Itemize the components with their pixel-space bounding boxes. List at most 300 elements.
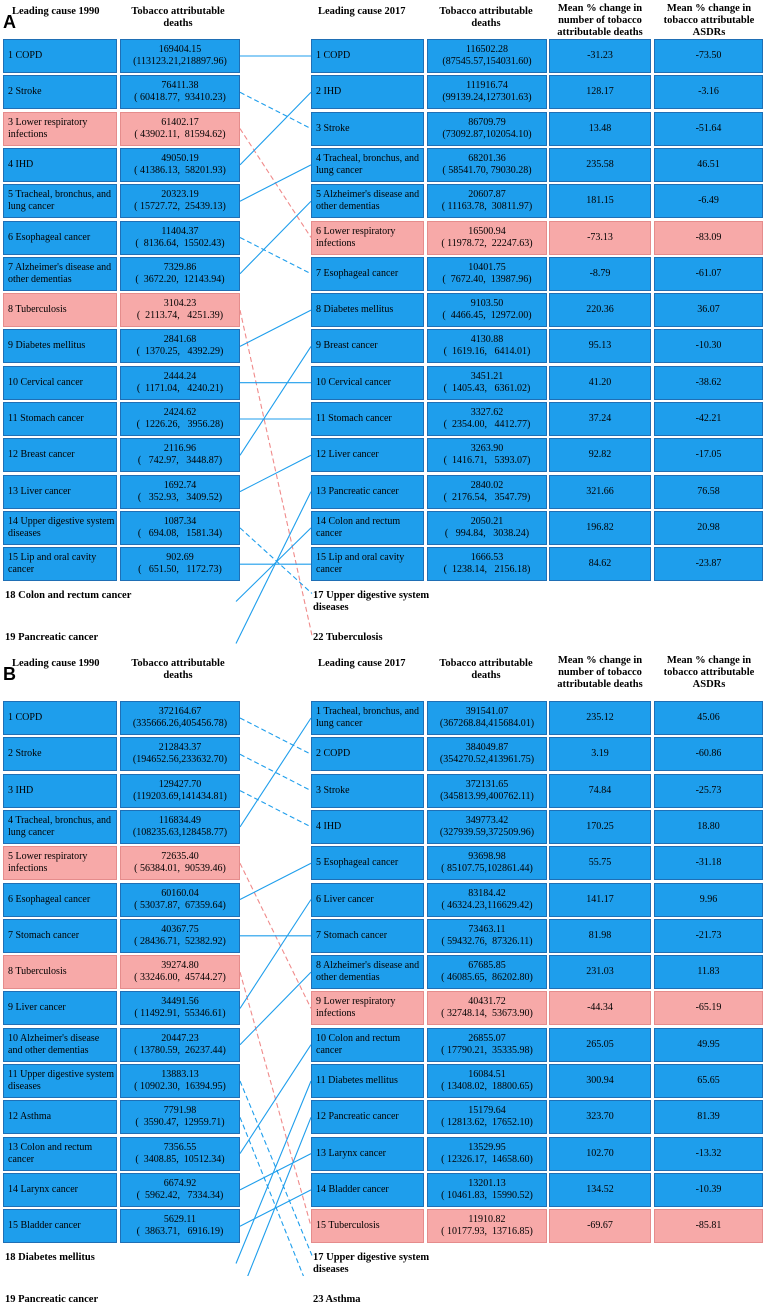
cause-1990-cell: 14 Upper digestive system diseases <box>3 511 117 545</box>
deaths-interval: ( 41386.13, 58201.93) <box>134 164 226 176</box>
deaths-value: 34491.56 <box>161 996 199 1008</box>
cause-1990-cell: 3 Lower respiratory infections <box>3 112 117 146</box>
deaths-interval: ( 32748.14, 53673.90) <box>441 1008 533 1020</box>
deaths-2017-cell <box>427 257 547 291</box>
header-tad-2017: Tobacco attributable deaths <box>439 658 533 681</box>
rank-connector <box>240 972 311 1045</box>
deaths-2017-cell <box>427 1064 547 1098</box>
rank-connector <box>240 528 312 594</box>
header-tad-1990: Tobacco attributable deaths <box>131 6 225 29</box>
cause-1990-outside-top15: 18 Diabetes mellitus <box>5 1251 95 1263</box>
deaths-interval: ( 17790.21, 35335.98) <box>441 1044 533 1056</box>
deaths-value: 83184.42 <box>468 887 506 899</box>
rank-connector <box>240 92 311 128</box>
cause-2017-cell: 5 Esophageal cancer <box>311 846 424 880</box>
deaths-2017-cell <box>427 184 547 218</box>
deaths-2017-cell <box>427 846 547 880</box>
cause-2017-cell: 14 Colon and rectum cancer <box>311 511 424 545</box>
change-asdr-cell: -23.87 <box>654 547 763 581</box>
rank-connector <box>240 165 311 201</box>
cause-1990-cell: 10 Cervical cancer <box>3 366 117 400</box>
deaths-interval: ( 742.97, 3448.87) <box>137 455 223 467</box>
rank-connector <box>240 754 311 790</box>
deaths-interval: ( 10177.93, 13716.85) <box>441 1226 533 1238</box>
deaths-2017-cell <box>427 1028 547 1062</box>
deaths-1990-cell <box>120 112 240 146</box>
change-asdr-cell: 9.96 <box>654 883 763 917</box>
cause-1990-cell: 5 Tracheal, bronchus, and lung cancer <box>3 184 117 218</box>
cause-2017-outside-top15: 22 Tuberculosis <box>313 631 383 643</box>
deaths-interval: ( 1226.26, 3956.28) <box>136 419 224 430</box>
cause-2017-cell: 10 Colon and rectum cancer <box>311 1028 424 1062</box>
change-asdr-cell: -83.09 <box>654 221 763 255</box>
cause-1990-cell: 10 Alzheimer's disease and other dementias <box>3 1028 117 1062</box>
deaths-interval: (354270.52,413961.75) <box>439 754 535 766</box>
deaths-value: 902.69 <box>166 552 194 564</box>
rank-connector <box>240 92 311 165</box>
cause-1990-cell: 2 Stroke <box>3 75 117 109</box>
change-deaths-cell: 235.58 <box>549 148 651 182</box>
change-asdr-cell: -65.19 <box>654 991 763 1025</box>
deaths-1990-cell <box>120 701 240 735</box>
change-deaths-cell: 41.20 <box>549 366 651 400</box>
change-asdr-cell: 45.06 <box>654 701 763 735</box>
deaths-value: 3327.62 <box>470 407 504 418</box>
deaths-value: 26855.07 <box>468 1032 506 1044</box>
deaths-interval: ( 1416.71, 5393.07) <box>443 455 531 467</box>
deaths-1990-cell <box>120 774 240 808</box>
cause-1990-cell: 7 Stomach cancer <box>3 919 117 953</box>
change-asdr-cell: -73.50 <box>654 39 763 73</box>
cause-1990-cell: 9 Diabetes mellitus <box>3 329 117 363</box>
deaths-value: 7791.98 <box>163 1105 197 1117</box>
rank-connector <box>240 201 311 274</box>
deaths-interval: ( 994.84, 3038.24) <box>444 527 530 539</box>
cause-1990-cell: 7 Alzheimer's disease and other dementias <box>3 257 117 291</box>
deaths-interval: ( 1405.43, 6361.02) <box>443 382 531 394</box>
deaths-value: 10401.75 <box>468 261 506 273</box>
change-asdr-cell: 46.51 <box>654 148 763 182</box>
deaths-2017-cell <box>427 148 547 182</box>
deaths-interval: ( 46085.65, 86202.80) <box>441 972 533 984</box>
cause-2017-cell: 5 Alzheimer's disease and other dementias <box>311 184 424 218</box>
deaths-1990-cell <box>120 475 240 509</box>
deaths-interval: (367268.84,415684.01) <box>439 718 535 729</box>
change-deaths-cell: -44.34 <box>549 991 651 1025</box>
change-deaths-cell: 231.03 <box>549 955 651 989</box>
deaths-value: 372164.67 <box>158 706 202 717</box>
deaths-interval: (335666.26,405456.78) <box>132 718 228 729</box>
change-deaths-cell: 265.05 <box>549 1028 651 1062</box>
deaths-2017-cell <box>427 438 547 472</box>
deaths-interval: ( 28436.71, 52382.92) <box>134 935 226 947</box>
change-deaths-cell: 128.17 <box>549 75 651 109</box>
cause-1990-outside-top15: 18 Colon and rectum cancer <box>5 589 132 601</box>
panel-label: B <box>3 664 16 684</box>
cause-2017-cell: 4 IHD <box>311 810 424 844</box>
deaths-interval: ( 7672.40, 13987.96) <box>442 273 532 285</box>
deaths-interval: (87545.57,154031.60) <box>442 56 532 67</box>
deaths-value: 2444.24 <box>163 370 197 382</box>
cause-2017-cell: 9 Breast cancer <box>311 329 424 363</box>
cause-2017-cell: 11 Stomach cancer <box>311 402 424 436</box>
deaths-interval: ( 352.93, 3409.52) <box>137 491 223 503</box>
deaths-1990-cell <box>120 1209 240 1243</box>
deaths-1990-cell <box>120 75 240 109</box>
change-deaths-cell: 37.24 <box>549 402 651 436</box>
change-asdr-cell: -13.32 <box>654 1137 763 1171</box>
deaths-2017-cell <box>427 366 547 400</box>
change-asdr-cell: 76.58 <box>654 475 763 509</box>
change-asdr-cell: 49.95 <box>654 1028 763 1062</box>
rank-connector <box>240 346 311 455</box>
header-mean-change-deaths: Mean % change in number of tobacco attributable deaths <box>557 655 643 690</box>
deaths-2017-cell <box>427 1100 547 1134</box>
deaths-interval: ( 56384.01, 90539.46) <box>134 863 226 875</box>
change-deaths-cell: 95.13 <box>549 329 651 363</box>
change-deaths-cell: 181.15 <box>549 184 651 218</box>
deaths-1990-cell <box>120 221 240 255</box>
cause-2017-cell: 15 Tuberculosis <box>311 1209 424 1243</box>
cause-2017-cell: 7 Stomach cancer <box>311 919 424 953</box>
cause-1990-cell: 4 Tracheal, bronchus, and lung cancer <box>3 810 117 844</box>
deaths-value: 212843.37 <box>158 742 202 754</box>
deaths-value: 7356.55 <box>163 1141 197 1153</box>
deaths-interval: ( 10461.83, 15990.52) <box>441 1189 533 1201</box>
change-asdr-cell: -31.18 <box>654 846 763 880</box>
change-deaths-cell: 220.36 <box>549 293 651 327</box>
cause-2017-cell: 8 Alzheimer's disease and other dementias <box>311 955 424 989</box>
rank-connector <box>236 492 311 644</box>
change-deaths-cell: 92.82 <box>549 438 651 472</box>
deaths-value: 7329.86 <box>163 261 197 273</box>
cause-2017-cell: 6 Liver cancer <box>311 883 424 917</box>
cause-1990-cell: 11 Upper digestive system diseases <box>3 1064 117 1098</box>
change-deaths-cell: -73.13 <box>549 221 651 255</box>
cause-2017-outside-top15: 17 Upper digestive system diseases <box>313 589 430 613</box>
cause-2017-cell: 7 Esophageal cancer <box>311 257 424 291</box>
change-asdr-cell: -42.21 <box>654 402 763 436</box>
change-asdr-cell: -10.39 <box>654 1173 763 1207</box>
deaths-interval: ( 10902.30, 16394.95) <box>134 1081 226 1092</box>
deaths-1990-cell <box>120 883 240 917</box>
deaths-interval: (327939.59,372509.96) <box>439 826 535 838</box>
change-deaths-cell: 196.82 <box>549 511 651 545</box>
deaths-interval: ( 1238.14, 2156.18) <box>443 564 531 576</box>
rank-connector <box>240 718 311 827</box>
deaths-value: 60160.04 <box>161 887 199 899</box>
change-deaths-cell: 134.52 <box>549 1173 651 1207</box>
deaths-value: 2050.21 <box>470 515 504 527</box>
deaths-1990-cell <box>120 810 240 844</box>
deaths-value: 391541.07 <box>465 706 509 717</box>
deaths-1990-cell <box>120 1100 240 1134</box>
change-asdr-cell: 18.80 <box>654 810 763 844</box>
deaths-interval: (108235.63,128458.77) <box>132 826 228 838</box>
change-asdr-cell: 20.98 <box>654 511 763 545</box>
cause-2017-outside-top15: 23 Asthma <box>313 1293 361 1305</box>
cause-2017-cell: 15 Lip and oral cavity cancer <box>311 547 424 581</box>
deaths-interval: ( 15727.72, 25439.13) <box>134 201 226 213</box>
cause-1990-cell: 3 IHD <box>3 774 117 808</box>
deaths-2017-cell <box>427 955 547 989</box>
rank-connector <box>240 1154 311 1190</box>
deaths-value: 72635.40 <box>161 851 199 863</box>
cause-1990-cell: 8 Tuberculosis <box>3 955 117 989</box>
change-deaths-cell: 102.70 <box>549 1137 651 1171</box>
deaths-value: 9103.50 <box>470 298 504 310</box>
change-asdr-cell: 36.07 <box>654 293 763 327</box>
change-asdr-cell: -61.07 <box>654 257 763 291</box>
header-leading-1990: Leading cause 1990 <box>12 6 100 17</box>
deaths-value: 40367.75 <box>161 923 199 935</box>
deaths-interval: ( 5962.42, 7334.34) <box>136 1189 224 1201</box>
deaths-2017-cell <box>427 329 547 363</box>
deaths-value: 20607.87 <box>468 189 506 201</box>
change-deaths-cell: -8.79 <box>549 257 651 291</box>
change-asdr-cell: -21.73 <box>654 919 763 953</box>
cause-2017-cell: 2 COPD <box>311 737 424 771</box>
change-asdr-cell: -3.16 <box>654 75 763 109</box>
cause-1990-cell: 11 Stomach cancer <box>3 402 117 436</box>
change-asdr-cell: -51.64 <box>654 112 763 146</box>
deaths-interval: (194652.56,233632.70) <box>132 754 228 766</box>
deaths-value: 6674.92 <box>163 1177 197 1189</box>
deaths-2017-cell <box>427 221 547 255</box>
deaths-interval: ( 33246.00, 45744.27) <box>134 972 226 984</box>
deaths-interval: (99139.24,127301.63) <box>442 92 532 104</box>
deaths-interval: ( 1171.04, 4240.21) <box>136 382 224 394</box>
change-deaths-cell: 84.62 <box>549 547 651 581</box>
deaths-value: 116502.28 <box>465 44 509 55</box>
change-deaths-cell: -69.67 <box>549 1209 651 1243</box>
deaths-interval: ( 2176.54, 3547.79) <box>443 491 531 503</box>
rank-connector <box>240 791 311 827</box>
cause-1990-cell: 1 COPD <box>3 39 117 73</box>
deaths-2017-cell <box>427 701 547 735</box>
deaths-interval: ( 8136.64, 15502.43) <box>135 237 225 249</box>
deaths-value: 61402.17 <box>161 116 199 128</box>
deaths-interval: ( 12813.62, 17652.10) <box>441 1117 533 1129</box>
header-tad-1990: Tobacco attributable deaths <box>131 658 225 681</box>
deaths-interval: ( 3408.85, 10512.34) <box>135 1153 225 1165</box>
deaths-1990-cell <box>120 329 240 363</box>
deaths-value: 4130.88 <box>470 334 504 346</box>
deaths-value: 1666.53 <box>470 552 504 564</box>
rank-connector <box>240 1117 312 1276</box>
cause-1990-cell: 8 Tuberculosis <box>3 293 117 327</box>
change-asdr-cell: -10.30 <box>654 329 763 363</box>
deaths-2017-cell <box>427 402 547 436</box>
header-leading-2017: Leading cause 2017 <box>318 658 406 669</box>
deaths-value: 5629.11 <box>163 1214 197 1226</box>
deaths-value: 111916.74 <box>466 80 508 92</box>
deaths-value: 86709.79 <box>468 116 506 128</box>
deaths-interval: ( 53037.87, 67359.64) <box>134 899 226 911</box>
cause-2017-cell: 12 Pancreatic cancer <box>311 1100 424 1134</box>
cause-1990-cell: 13 Colon and rectum cancer <box>3 1137 117 1171</box>
deaths-1990-cell <box>120 1064 240 1098</box>
deaths-2017-cell <box>427 75 547 109</box>
deaths-2017-cell <box>427 475 547 509</box>
deaths-interval: ( 46324.23,116629.42) <box>441 899 533 911</box>
rank-connector <box>240 863 311 1008</box>
deaths-2017-cell <box>427 1137 547 1171</box>
cause-1990-cell: 5 Lower respiratory infections <box>3 846 117 880</box>
deaths-value: 39274.80 <box>161 960 199 972</box>
rank-connector <box>240 310 311 346</box>
deaths-value: 384049.87 <box>465 742 509 754</box>
deaths-1990-cell <box>120 39 240 73</box>
deaths-interval: ( 694.08, 1581.34) <box>137 527 223 539</box>
cause-1990-outside-top15: 19 Pancreatic cancer <box>5 1293 99 1305</box>
deaths-value: 13201.13 <box>468 1177 506 1189</box>
cause-1990-cell: 6 Esophageal cancer <box>3 221 117 255</box>
rank-connector <box>240 972 311 1226</box>
change-deaths-cell: 13.48 <box>549 112 651 146</box>
change-asdr-cell: -17.05 <box>654 438 763 472</box>
deaths-1990-cell <box>120 1028 240 1062</box>
deaths-interval: ( 60418.77, 93410.23) <box>134 92 226 104</box>
deaths-2017-cell <box>427 293 547 327</box>
cause-2017-cell: 11 Diabetes mellitus <box>311 1064 424 1098</box>
deaths-value: 67685.85 <box>468 960 506 972</box>
deaths-value: 2116.96 <box>163 443 197 455</box>
change-asdr-cell: -38.62 <box>654 366 763 400</box>
deaths-interval: ( 4466.45, 12972.00) <box>442 310 532 322</box>
deaths-interval: ( 12326.17, 14658.60) <box>441 1153 533 1165</box>
deaths-1990-cell <box>120 547 240 581</box>
deaths-interval: ( 3863.71, 6916.19) <box>136 1226 224 1238</box>
cause-1990-cell: 6 Esophageal cancer <box>3 883 117 917</box>
deaths-1990-cell <box>120 919 240 953</box>
deaths-1990-cell <box>120 257 240 291</box>
deaths-value: 372131.65 <box>465 778 509 790</box>
cause-2017-cell: 3 Stroke <box>311 774 424 808</box>
cause-2017-cell: 8 Diabetes mellitus <box>311 293 424 327</box>
change-deaths-cell: 141.17 <box>549 883 651 917</box>
header-mean-change-asdr: Mean % change in tobacco attributable ASDRs <box>663 655 755 690</box>
rank-connector <box>236 1117 311 1276</box>
deaths-value: 169404.15 <box>158 44 202 55</box>
change-deaths-cell: 321.66 <box>549 475 651 509</box>
deaths-value: 20447.23 <box>161 1032 199 1044</box>
deaths-value: 1692.74 <box>163 479 197 491</box>
deaths-value: 73463.11 <box>468 923 506 935</box>
deaths-interval: ( 1619.16, 6414.01) <box>443 346 531 358</box>
deaths-value: 1087.34 <box>163 515 197 527</box>
header-tad-2017: Tobacco attributable deaths <box>439 6 533 29</box>
deaths-value: 349773.42 <box>465 814 509 826</box>
cause-2017-cell: 13 Pancreatic cancer <box>311 475 424 509</box>
cause-1990-cell: 4 IHD <box>3 148 117 182</box>
deaths-value: 93698.98 <box>468 851 506 863</box>
change-asdr-cell: 81.39 <box>654 1100 763 1134</box>
deaths-value: 3104.23 <box>163 298 197 310</box>
deaths-2017-cell <box>427 737 547 771</box>
deaths-interval: ( 2354.00, 4412.77) <box>443 419 531 430</box>
deaths-1990-cell <box>120 737 240 771</box>
cause-2017-cell: 6 Lower respiratory infections <box>311 221 424 255</box>
cause-2017-cell: 13 Larynx cancer <box>311 1137 424 1171</box>
rank-connector <box>240 1045 311 1154</box>
rank-connector <box>240 900 311 1009</box>
deaths-interval: ( 13780.59, 26237.44) <box>134 1044 226 1056</box>
cause-2017-cell: 9 Lower respiratory infections <box>311 991 424 1025</box>
cause-1990-cell: 13 Liver cancer <box>3 475 117 509</box>
rank-connector <box>236 1081 311 1264</box>
change-deaths-cell: 3.19 <box>549 737 651 771</box>
deaths-1990-cell <box>120 1173 240 1207</box>
deaths-2017-cell <box>427 1209 547 1243</box>
deaths-interval: ( 85107.75,102861.44) <box>441 863 533 875</box>
change-deaths-cell: 300.94 <box>549 1064 651 1098</box>
cause-1990-cell: 1 COPD <box>3 701 117 735</box>
deaths-interval: (113123.21,218897.96) <box>133 56 227 67</box>
change-deaths-cell: 235.12 <box>549 701 651 735</box>
deaths-2017-cell <box>427 112 547 146</box>
change-asdr-cell: -6.49 <box>654 184 763 218</box>
cause-2017-outside-top15: 17 Upper digestive system diseases <box>313 1251 430 1275</box>
deaths-value: 20323.19 <box>161 189 199 201</box>
deaths-value: 2424.62 <box>163 407 197 418</box>
header-mean-change-asdr: Mean % change in tobacco attributable ASDRs <box>663 3 755 38</box>
deaths-value: 129427.70 <box>158 778 202 790</box>
deaths-value: 116834.49 <box>158 814 202 826</box>
change-deaths-cell: -31.23 <box>549 39 651 73</box>
deaths-2017-cell <box>427 39 547 73</box>
deaths-interval: ( 11163.78, 30811.97) <box>441 201 533 213</box>
deaths-interval: ( 1370.25, 4392.29) <box>136 346 224 358</box>
cause-2017-cell: 2 IHD <box>311 75 424 109</box>
deaths-value: 3451.21 <box>470 370 504 382</box>
cause-2017-cell: 14 Bladder cancer <box>311 1173 424 1207</box>
rank-connector <box>240 1190 311 1226</box>
cause-2017-cell: 4 Tracheal, bronchus, and lung cancer <box>311 148 424 182</box>
deaths-1990-cell <box>120 402 240 436</box>
rank-connector <box>240 310 312 635</box>
rank-connector <box>240 455 311 491</box>
deaths-interval: (73092.87,102054.10) <box>442 128 532 140</box>
deaths-2017-cell <box>427 883 547 917</box>
rank-connector <box>240 718 311 754</box>
deaths-value: 68201.36 <box>468 152 506 164</box>
deaths-1990-cell <box>120 991 240 1025</box>
deaths-1990-cell <box>120 184 240 218</box>
deaths-1990-cell <box>120 511 240 545</box>
deaths-value: 11910.82 <box>468 1214 506 1226</box>
deaths-value: 2840.02 <box>470 479 504 491</box>
rank-connector <box>240 129 311 238</box>
deaths-interval: (345813.99,400762.11) <box>440 790 534 802</box>
deaths-2017-cell <box>427 919 547 953</box>
deaths-2017-cell <box>427 991 547 1025</box>
cause-2017-cell: 12 Liver cancer <box>311 438 424 472</box>
deaths-interval: ( 43902.11, 81594.62) <box>134 128 226 140</box>
cause-1990-cell: 14 Larynx cancer <box>3 1173 117 1207</box>
rank-connector <box>240 1081 312 1256</box>
cause-2017-cell: 3 Stroke <box>311 112 424 146</box>
deaths-interval: ( 2113.74, 4251.39) <box>136 310 224 322</box>
change-asdr-cell: -25.73 <box>654 774 763 808</box>
deaths-interval: ( 11978.72, 22247.63) <box>441 237 533 249</box>
cause-1990-cell: 9 Liver cancer <box>3 991 117 1025</box>
deaths-interval: ( 3590.47, 12959.71) <box>135 1117 225 1129</box>
change-deaths-cell: 81.98 <box>549 919 651 953</box>
deaths-value: 40431.72 <box>468 996 506 1008</box>
change-asdr-cell: 11.83 <box>654 955 763 989</box>
deaths-value: 16500.94 <box>468 225 506 237</box>
